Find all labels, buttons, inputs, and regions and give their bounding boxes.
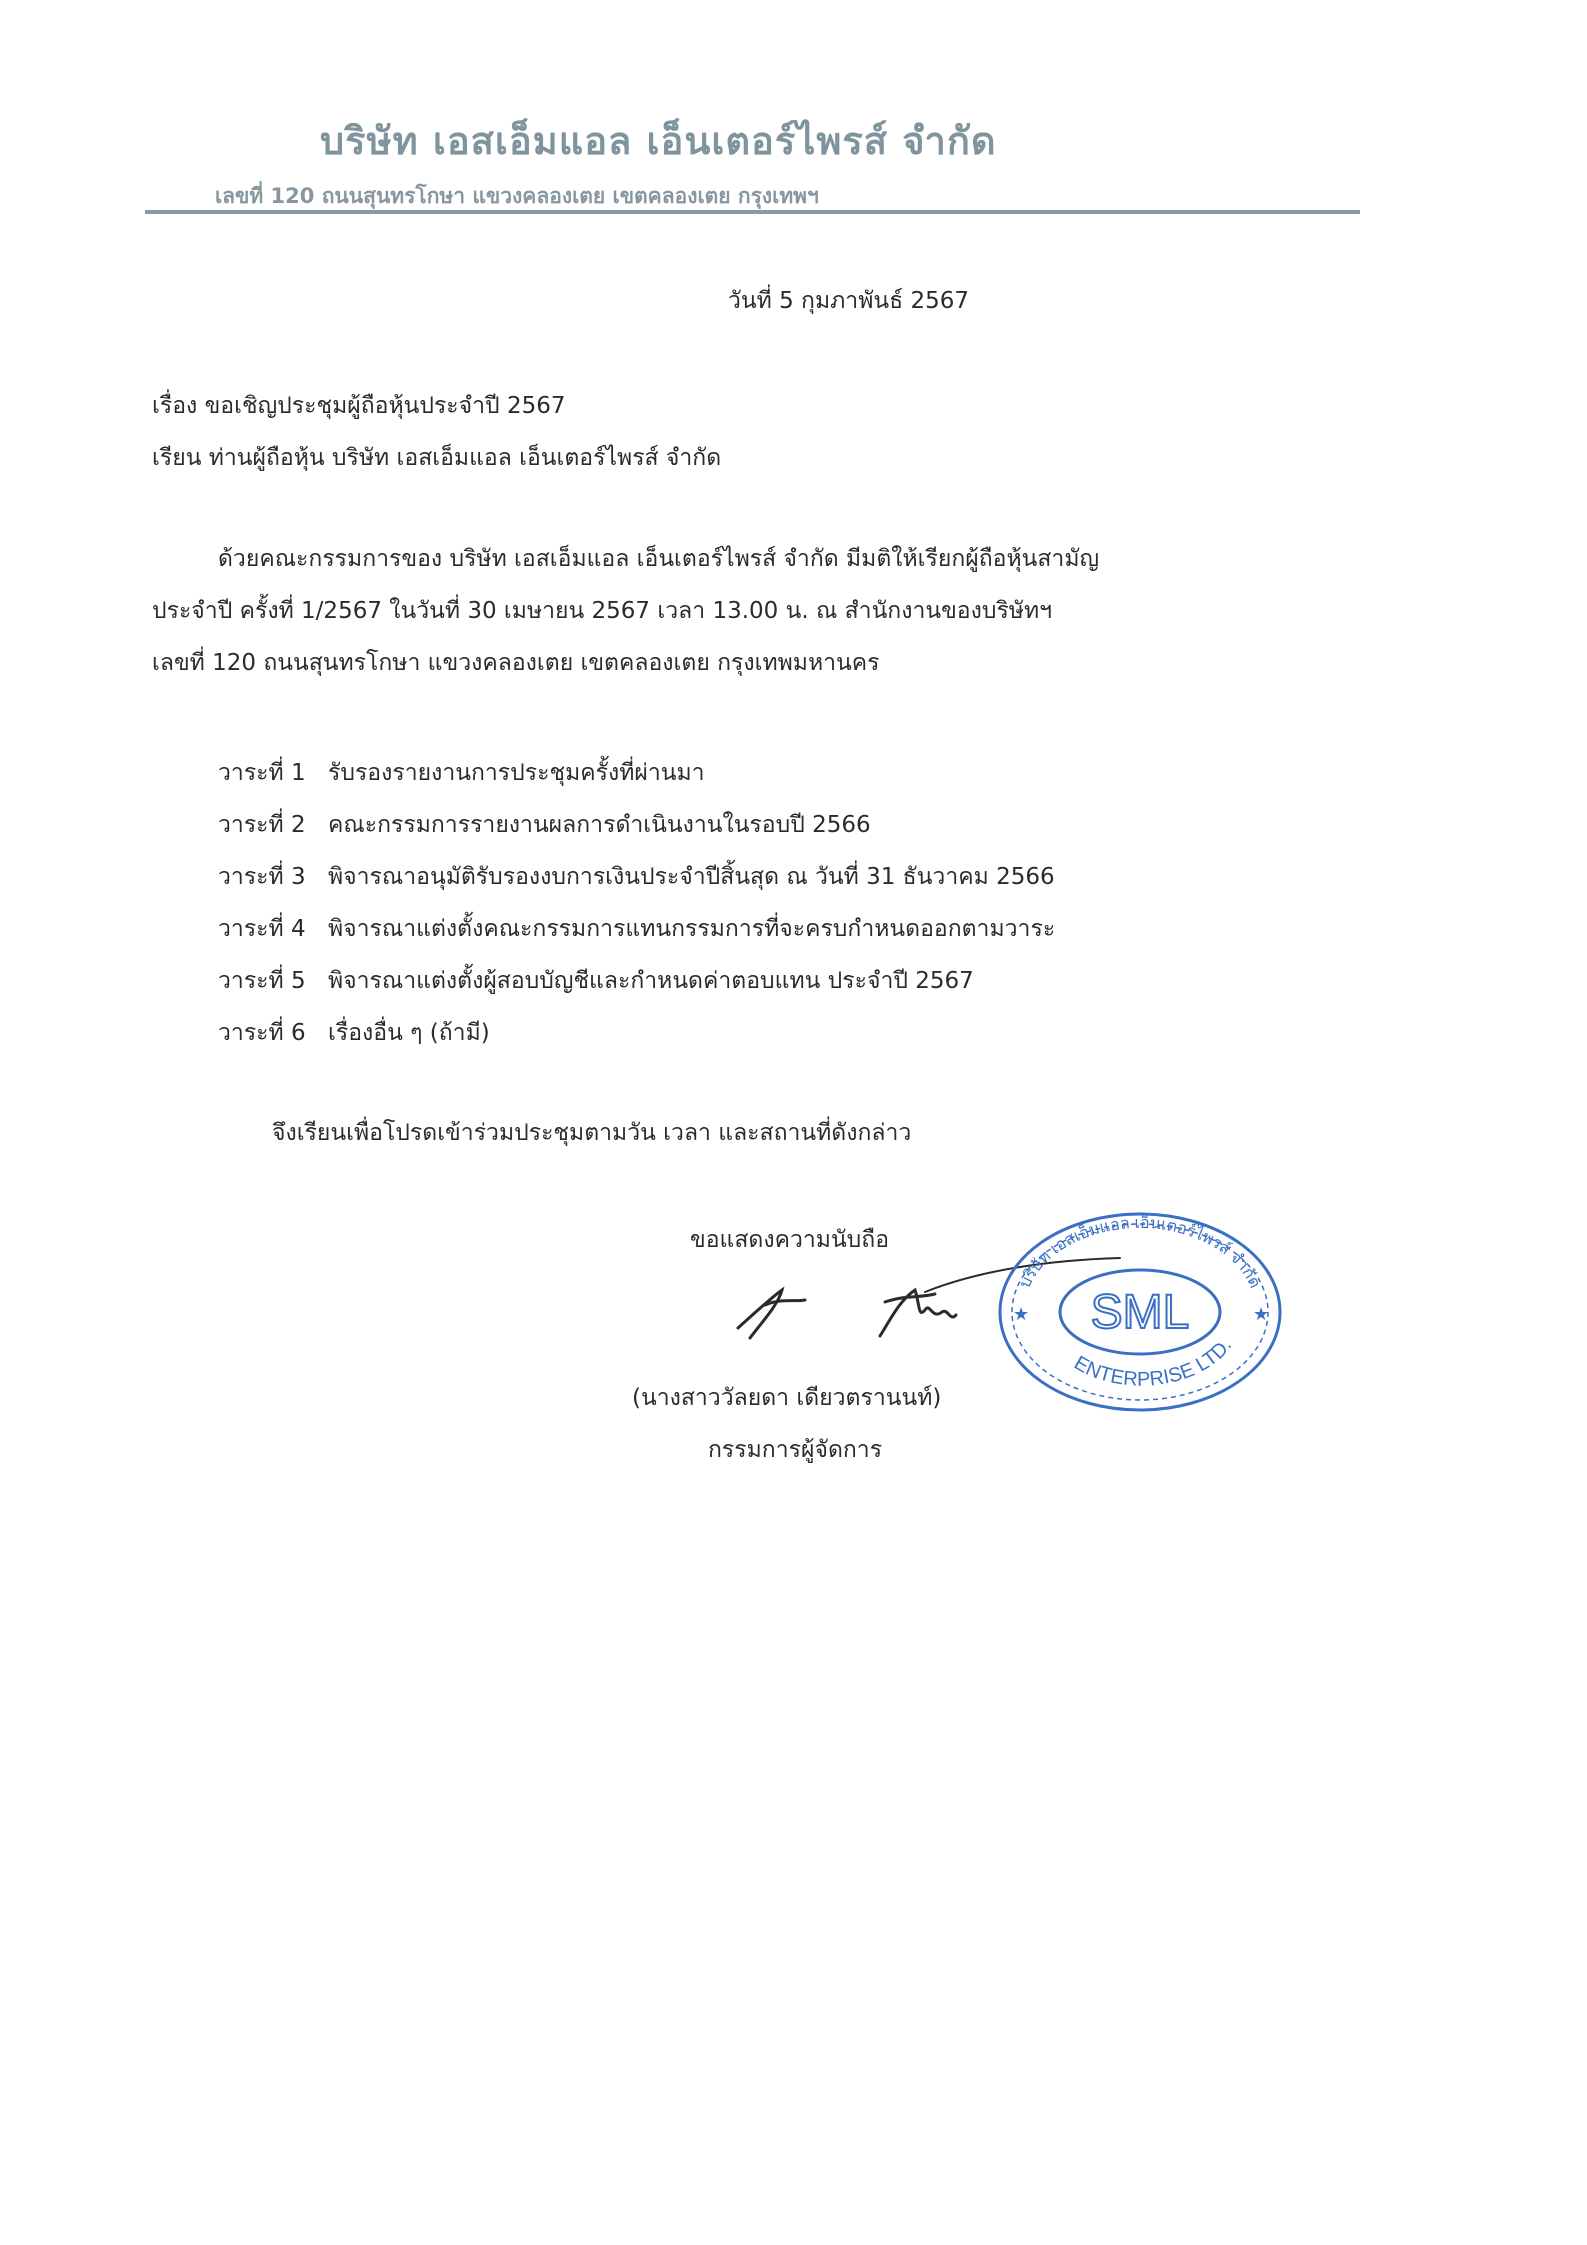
star-icon: ★ xyxy=(1253,1304,1270,1325)
svg-text:บริษัท เอสเอ็มแอล เอ็นเตอร์ไพร xyxy=(1017,1212,1264,1291)
agenda-text: เรื่องอื่น ๆ (ถ้ามี) xyxy=(328,1020,490,1046)
letter-subject: เรื่อง ขอเชิญประชุมผู้ถือหุ้นประจำปี 2567 xyxy=(152,393,566,419)
agenda-item xyxy=(218,807,871,843)
company-name: บริษัท เอสเอ็มแอล เอ็นเตอร์ไพรส์ จำกัด xyxy=(320,119,997,163)
body-line: เลขที่ 120 ถนนสุนทรโกษา แขวงคลองเตย เขตคลองเตย กรุงเทพมหานคร xyxy=(152,650,880,676)
company-seal-stamp xyxy=(985,1200,1295,1420)
body-line: ประจำปี ครั้งที่ 1/2567 ในวันที่ 30 เมษายน 2567 เวลา 13.00 น. ณ สำนักงานของบริษัทฯ xyxy=(152,598,1053,624)
agenda-number: วาระที่ 3 xyxy=(218,864,306,890)
agenda-item xyxy=(218,1015,490,1051)
agenda-text: พิจารณาแต่งตั้งคณะกรรมการแทนกรรมการที่จะครบกำหนดออกตามวาระ xyxy=(328,916,1056,942)
signer-name: (นางสาววัลยดา เดียวตรานนท์) xyxy=(632,1385,942,1411)
agenda-number: วาระที่ 5 xyxy=(218,968,306,994)
agenda-number: วาระที่ 6 xyxy=(218,1020,306,1046)
closing-sentence: จึงเรียนเพื่อโปรดเข้าร่วมประชุมตามวัน เวลา และสถานที่ดังกล่าว xyxy=(272,1120,912,1146)
body-line: ด้วยคณะกรรมการของ บริษัท เอสเอ็มแอล เอ็นเตอร์ไพรส์ จำกัด มีมติให้เรียกผู้ถือหุ้นสามัญ xyxy=(218,546,1100,572)
signer-title: กรรมการผู้จัดการ xyxy=(708,1437,883,1463)
company-address: เลขที่ 120 ถนนสุนทรโกษา แขวงคลองเตย เขตคลองเตย กรุงเทพฯ xyxy=(215,184,819,208)
star-icon: ★ xyxy=(1013,1304,1030,1325)
agenda-number: วาระที่ 1 xyxy=(218,760,306,786)
stamp-center-text: SML xyxy=(1090,1286,1190,1339)
letter-date: วันที่ 5 กุมภาพันธ์ 2567 xyxy=(728,288,969,314)
agenda-text: รับรองรายงานการประชุมครั้งที่ผ่านมา xyxy=(328,760,705,786)
regards-text: ขอแสดงความนับถือ xyxy=(690,1227,890,1253)
header-divider xyxy=(145,210,1360,214)
agenda-item xyxy=(218,963,974,999)
agenda-text: พิจารณาอนุมัติรับรองงบการเงินประจำปีสิ้นสุด ณ วันที่ 31 ธันวาคม 2566 xyxy=(328,864,1055,890)
agenda-item xyxy=(218,755,705,791)
agenda-text: คณะกรรมการรายงานผลการดำเนินงานในรอบปี 2566 xyxy=(328,812,871,838)
stamp-top-text: บริษัท เอสเอ็มแอล เอ็นเตอร์ไพรส์ จำกัด xyxy=(1016,1214,1264,1291)
letter-addressee: เรียน ท่านผู้ถือหุ้น บริษัท เอสเอ็มแอล เอ็นเตอร์ไพรส์ จำกัด xyxy=(152,445,722,471)
agenda-number: วาระที่ 2 xyxy=(218,812,306,838)
agenda-item xyxy=(218,911,1055,947)
agenda-item xyxy=(218,859,1055,895)
svg-text:ENTERPRISE LTD. xyxy=(1070,1335,1236,1391)
agenda-number: วาระที่ 4 xyxy=(218,916,306,942)
agenda-text: พิจารณาแต่งตั้งผู้สอบบัญชีและกำหนดค่าตอบแทน ประจำปี 2567 xyxy=(328,968,974,994)
stamp-bottom-text: ENTERPRISE LTD. xyxy=(1070,1334,1237,1391)
